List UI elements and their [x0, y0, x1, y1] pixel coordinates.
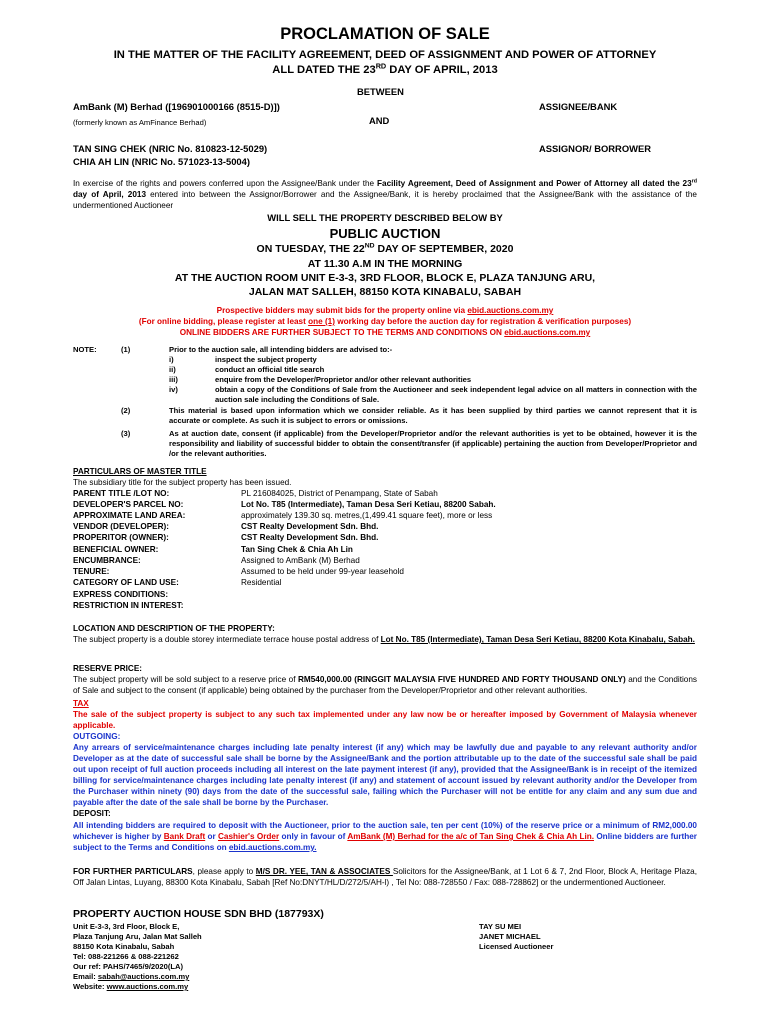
online-register-rest: working day before the auction day for registration & verification purposes): [334, 317, 632, 326]
document-title: PROCLAMATION OF SALE: [280, 25, 490, 43]
auction-house-name: PROPERTY AUCTION HOUSE SDN BHD (187793X): [73, 908, 324, 920]
intro-agreement: Facility Agreement, Deed of Assignment and Power of Attorney all dated the 23: [377, 179, 692, 188]
auction-venue-1: AT THE AUCTION ROOM UNIT E-3-3, 3RD FLOOR, BLOCK E, PLAZA TANJUNG ARU,: [174, 272, 596, 284]
website-link[interactable]: www.auctions.com.my: [106, 982, 189, 991]
matter-date-rest: DAY OF APRIL, 2013: [386, 64, 498, 76]
note-1-number: (1): [121, 345, 131, 354]
and-label: AND: [369, 115, 390, 126]
note-3-number: (3): [121, 429, 131, 438]
auction-house-line: 88150 Kota Kinabalu, Sabah: [73, 942, 175, 951]
online-bid-line-3: [73, 327, 697, 338]
online-register-days: one (1): [308, 317, 335, 326]
deposit-online-text: Online bidders are further subject to the Terms and Conditions on: [73, 832, 697, 852]
particular-value: Assigned to AmBank (M) Berhad: [241, 556, 360, 565]
further-heading: FOR FURTHER PARTICULARS: [73, 867, 193, 876]
email-label: Email:: [73, 972, 98, 981]
particular-label: PARENT TITLE /LOT NO:: [73, 489, 170, 498]
further-apply-text: , please apply to: [192, 867, 256, 876]
deposit-favour-account: AmBank (M) Berhad for the a/c of Tan Sing Chek & Chia Ah Lin.: [347, 832, 594, 841]
outgoing-heading: OUTGOING:: [73, 732, 121, 741]
matter-date-suffix: RD: [375, 61, 387, 71]
auction-house-website: [73, 982, 188, 992]
online-register-text: (For online bidding, please register at least: [138, 317, 309, 326]
note-1-item-num: ii): [169, 365, 176, 374]
location-text: The subject property is a double storey intermediate terrace house postal address of: [73, 635, 381, 644]
particular-value: Tan Sing Chek & Chia Ah Lin: [241, 545, 353, 554]
online-terms-text: ONLINE BIDDERS ARE FURTHER SUBJECT TO THE TERMS AND CONDITIONS ON: [179, 328, 505, 337]
intro-suffix: rd: [691, 178, 697, 185]
deposit-favour-text: only in favour of: [279, 832, 348, 841]
auction-venue-2: JALAN MAT SALLEH, 88150 KOTA KINABALU, SABAH: [248, 286, 522, 298]
assignor-role: ASSIGNOR/ BORROWER: [539, 143, 651, 154]
particular-label: TENURE:: [73, 567, 110, 576]
note-1-item-num: iv): [169, 385, 178, 394]
note-1-item-text: obtain a copy of the Conditions of Sale from the Auctioneer and seek independent legal advice on all matters in connection with the auction sale including the Conditions of Sale.: [215, 385, 697, 404]
further-address: Solicitors for the Assignee/Bank, at 1 Lot 6 & 7, 2nd Floor, Block A, Heritage Plaza, Off Jalan Lintas, Luyang, 88300 Kota Kinabalu, Sabah [Ref No:DNYT/HL/D/272/5/AH-l) , Tel No: 088-728550 / Fax: 088-728862] or the undermentioned Auctioneer.: [73, 867, 698, 887]
intro-text: In exercise of the rights and powers conferred upon the Assignee/Bank under the: [73, 179, 378, 188]
outgoing-text: Any arrears of service/maintenance charges including late penalty interest (if any) which may be lawfully due and payable to any relevant authority and/or Developer as at the date of successful sale shall be borne by the Assignee/Bank and the portion attributable up to the date of the successful sale shall be paid out upon receipt of full auction proceeds including all interest on the late payment interest (if any), provided that the Assignee/Bank is in receipt of the itemized billing for service/maintenance charges including late penalty interest (if any) and statement of account issued by relevant authority and/or the Developer from the Purchaser within ninety (90) days from the date of the successful sale, failing which the Purchaser will not be entitle for any claim and any sum due and payable after the date of the sale shall be borne by the Purchaser.: [73, 743, 697, 807]
auction-date-rest: DAY OF SEPTEMBER, 2020: [374, 243, 514, 255]
auction-house-line: Plaza Tanjung Aru, Jalan Mat Salleh: [73, 932, 202, 941]
particular-label: EXPRESS CONDITIONS:: [73, 590, 169, 599]
online-bid-line-2: [73, 316, 697, 327]
assignee-role: ASSIGNEE/BANK: [539, 101, 618, 112]
deposit-cashiers-order: Cashier's Order: [218, 832, 280, 841]
particulars-subtitle: The subsidiary title for the subject property has been issued.: [73, 478, 292, 487]
further-particulars: [73, 866, 697, 888]
note-1-item-text: inspect the subject property: [215, 355, 317, 364]
particular-label: CATEGORY OF LAND USE:: [73, 578, 179, 587]
note-2-text: This material is based upon information which we consider reliable. As it has been supplied by third parties we cannot represent that it is accurate or complete. As such it is subject to errors or omissions.: [169, 406, 697, 425]
intro-date: day of April, 2013: [73, 190, 146, 199]
auction-date-suffix: ND: [364, 242, 375, 250]
auctioneer-line: Licensed Auctioneer: [479, 942, 554, 951]
ebid-link[interactable]: ebid.auctions.com.my: [467, 306, 554, 315]
auctioneer-line: JANET MICHAEL: [479, 932, 541, 941]
particular-value: Assumed to be held under 99-year leasehold: [241, 567, 404, 576]
note-3-text: As at auction date, consent (if applicable) from the Developer/Proprietor and/or the relevant authorities is yet to be obtained, however it is the responsibility and liability of successful bidder to obtain the consent/transfer (if applicable) pertaining the auction from Developer/Proprietor and /or the relevant authorities.: [169, 429, 697, 458]
intro-paragraph: [73, 178, 697, 211]
deposit-bank-draft: Bank Draft: [163, 832, 206, 841]
particulars-heading: PARTICULARS OF MASTER TITLE: [73, 467, 207, 476]
tax-heading: TAX: [73, 699, 89, 708]
note-2-number: (2): [121, 406, 131, 415]
intro-rest: entered into between the Assignor/Borrower and the Assignee/Bank, it is hereby proclaimed that the Assignee/Bank with the assistance of the undermentioned Auctioneer: [73, 190, 697, 210]
auctioneer-line: TAY SU MEI: [479, 922, 522, 931]
particular-value: Lot No. T85 (Intermediate), Taman Desa Seri Ketiau, 88200 Sabah.: [241, 500, 496, 509]
particular-label: DEVELOPER'S PARCEL NO:: [73, 500, 184, 509]
email-link[interactable]: sabah@auctions.com.my: [97, 972, 190, 981]
reserve-amount: RM540,000.00 (RINGGIT MALAYSIA FIVE HUNDRED AND FORTY THOUSAND ONLY): [298, 675, 626, 684]
online-bid-text: Prospective bidders may submit bids for the property online via: [216, 306, 468, 315]
location-paragraph: [73, 634, 697, 645]
assignee-former-name: (formerly known as AmFinance Berhad): [73, 118, 207, 127]
particular-value: PL 216084025, District of Penampang, State of Sabah: [241, 489, 438, 498]
auction-date: [73, 243, 697, 256]
will-sell-heading: WILL SELL THE PROPERTY DESCRIBED BELOW BY: [267, 212, 503, 223]
ebid-terms-link[interactable]: ebid.auctions.com.my: [504, 328, 591, 337]
matter-line-1: IN THE MATTER OF THE FACILITY AGREEMENT, DEED OF ASSIGNMENT AND POWER OF ATTORNEY: [113, 49, 657, 61]
reserve-text: The subject property will be sold subject to a reserve price of: [73, 675, 299, 684]
auction-date-text: ON TUESDAY, THE 22: [256, 243, 365, 255]
particular-label: APPROXIMATE LAND AREA:: [73, 511, 186, 520]
note-1-item-num: iii): [169, 375, 178, 384]
auction-time: AT 11.30 A.M IN THE MORNING: [307, 258, 463, 270]
deposit-paragraph: [73, 820, 697, 853]
website-label: Website:: [73, 982, 107, 991]
between-label: BETWEEN: [357, 86, 404, 97]
auction-house-line: Unit E-3-3, 3rd Floor, Block E,: [73, 922, 180, 931]
deposit-ebid-link[interactable]: ebid.auctions.com.my.: [228, 843, 317, 852]
reserve-heading: RESERVE PRICE:: [73, 664, 143, 673]
auction-house-line: Tel: 088-221266 & 088-221262: [73, 952, 179, 961]
note-1-item-num: i): [169, 355, 174, 364]
online-bid-line-1: [73, 305, 697, 316]
particular-label: VENDOR (DEVELOPER):: [73, 522, 169, 531]
public-auction-heading: PUBLIC AUCTION: [329, 226, 441, 241]
tax-text: The sale of the subject property is subject to any such tax implemented under any law now be or hereafter imposed by Government of Malaysia whenever applicable.: [73, 710, 697, 730]
reserve-rest: and the Conditions of Sale and subject to the consent (if applicable) being obtained by the purchaser from the Developer/Proprietor and other relevant authorities.: [73, 675, 697, 695]
assignor-1: TAN SING CHEK (NRIC No. 810823-12-5029): [73, 143, 268, 154]
particular-label: ENCUMBRANCE:: [73, 556, 141, 565]
particular-value: CST Realty Development Sdn. Bhd.: [241, 522, 379, 531]
particular-label: PROPERITOR (OWNER):: [73, 533, 169, 542]
auction-house-line: Our ref: PAHS/7465/9/2020(LA): [73, 962, 184, 971]
note-1-item-text: enquire from the Developer/Proprietor and/or other relevant authorities: [215, 375, 472, 384]
location-address: Lot No. T85 (Intermediate), Taman Desa Seri Ketiau, 88200 Kota Kinabalu, Sabah.: [380, 635, 695, 644]
reserve-paragraph: [73, 674, 697, 696]
particular-value: Residential: [241, 578, 282, 587]
deposit-or: or: [205, 832, 219, 841]
particular-label: BENEFICIAL OWNER:: [73, 545, 159, 554]
deposit-text: All intending bidders are required to deposit with the Auctioneer, prior to the auction sale, ten per cent (10%) of the reserve price or a minimum of RM2,000.00 whichever is higher by: [73, 821, 697, 841]
particular-value: approximately 139.30 sq. metres,(1,499.41 square feet), more or less: [241, 511, 493, 520]
solicitor-firm: M/S DR. YEE, TAN & ASSOCIATES: [255, 867, 393, 876]
note-1-item-text: conduct an official title search: [215, 365, 325, 374]
assignor-2: CHIA AH LIN (NRIC No. 571023-13-5004): [73, 156, 250, 167]
deposit-heading: DEPOSIT:: [73, 809, 111, 818]
matter-date-text: ALL DATED THE 23: [272, 64, 376, 76]
auction-house-email: [73, 972, 189, 982]
matter-line-2: [73, 63, 697, 77]
note-1-text: Prior to the auction sale, all intending bidders are advised to:-: [169, 345, 393, 354]
particular-value: CST Realty Development Sdn. Bhd.: [241, 533, 379, 542]
particular-label: RESTRICTION IN INTEREST:: [73, 601, 184, 610]
location-heading: LOCATION AND DESCRIPTION OF THE PROPERTY:: [73, 624, 275, 633]
note-label: NOTE:: [73, 345, 97, 354]
assignee-name: AmBank (M) Berhad ([196901000166 (8515-D)]): [73, 101, 280, 112]
